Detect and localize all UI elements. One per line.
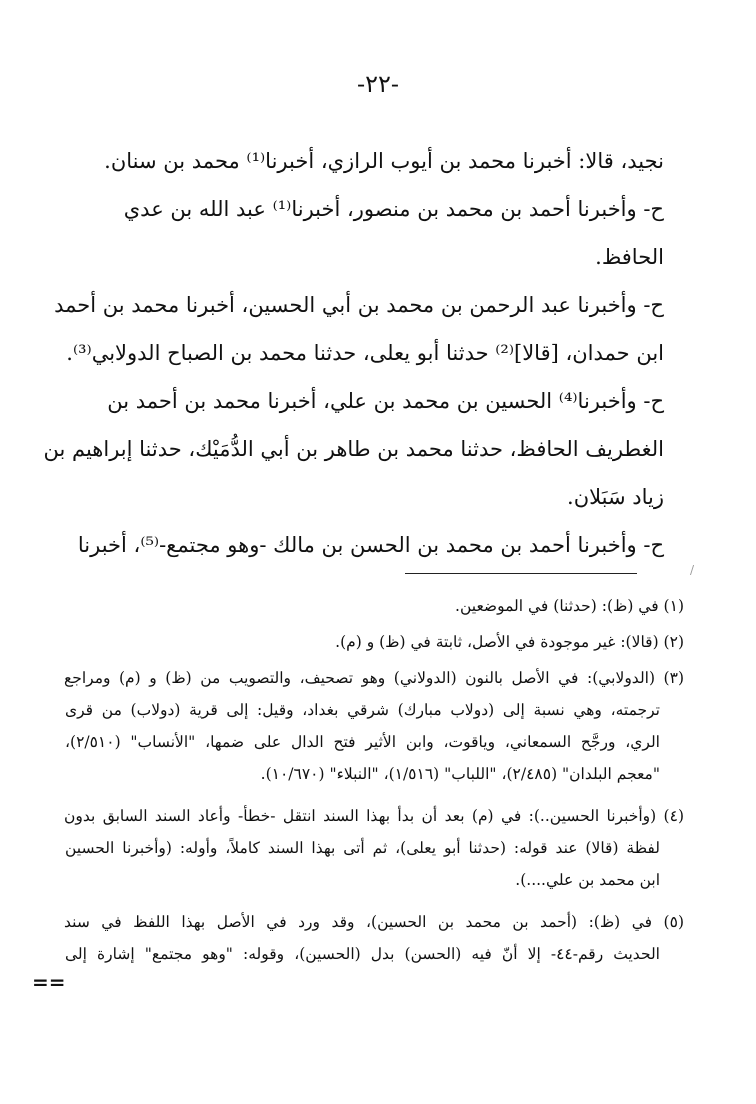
body-line-3: الحافظ.	[595, 245, 664, 269]
body-line-1: نجيد، قالا: أخبرنا محمد بن أيوب الرازي، أخبرنا⁽¹⁾ محمد بن سنان.	[104, 149, 664, 173]
footnote-separator	[405, 573, 637, 574]
page-number: -٢٢-	[357, 70, 399, 98]
footnote-3-line-1: (٣) (الدولابي): في الأصل بالنون (الدولاني) وهو تصحيف، والتصويب من (ظ) و (م) ومراجع	[64, 669, 684, 687]
footnote-1: (١) في (ظ): (حدثنا) في الموضعين.	[455, 597, 684, 615]
footnote-4-line-3: ابن محمد بن علي....).	[515, 871, 660, 889]
body-line-8: زياد سَبَلان.	[567, 485, 664, 509]
footnote-3-line-2: ترجمته، وهي نسبة إلى (دولاب مبارك) شرقي بغداد، وقيل: إلى قرية (دولاب) من قرى	[65, 701, 660, 719]
footnote-3-line-4: "معجم البلدان" (٢/٤٨٥)، "اللباب" (١/٥١٦)، "النبلاء" (١٠/٦٧٠).	[260, 765, 660, 783]
margin-mark: /	[690, 563, 695, 577]
body-line-5: ابن حمدان، [قالا]⁽²⁾ حدثنا أبو يعلى، حدثنا محمد بن الصباح الدولابي⁽³⁾.	[66, 341, 664, 365]
continuation-mark: ==	[32, 970, 66, 994]
footnote-5-line-2: الحديث رقم-٤٤- إلا أنّ فيه (الحسن) بدل (الحسين)، وقوله: "وهو مجتمع" إشارة إلى	[65, 945, 660, 963]
footnote-5-line-1: (٥) في (ظ): (أحمد بن محمد بن الحسين)، وقد ورد في الأصل بهذا اللفظ في سند	[64, 913, 684, 931]
footnote-2: (٢) (قالا): غير موجودة في الأصل، ثابتة في (ظ) و (م).	[335, 633, 684, 651]
footnote-4-line-2: لفظة (قالا) عند قوله: (حدثنا أبو يعلى)، ثم أتى بهذا السند كاملاً، وأوله: (وأخبرنا الحسين	[65, 839, 660, 857]
body-line-2: ح- وأخبرنا أحمد بن محمد بن منصور، أخبرنا⁽¹⁾ عبد الله بن عدي	[123, 197, 664, 221]
footnote-4-line-1: (٤) (وأخبرنا الحسين..): في (م) بعد أن بدأ بهذا السند انتقل -خطأ- وأعاد السند السابق بدون	[64, 807, 684, 825]
body-line-4: ح- وأخبرنا عبد الرحمن بن محمد بن أبي الحسين، أخبرنا محمد بن أحمد	[54, 293, 664, 317]
body-line-6: ح- وأخبرنا⁽⁴⁾ الحسين بن محمد بن علي، أخبرنا محمد بن أحمد بن	[107, 389, 664, 413]
body-line-7: الغطريف الحافظ، حدثنا محمد بن طاهر بن أبي الدُّمَيْك، حدثنا إبراهيم بن	[43, 437, 664, 461]
body-line-9: ح- وأخبرنا أحمد بن محمد بن الحسن بن مالك -وهو مجتمع-⁽⁵⁾، أخبرنا	[77, 533, 664, 557]
footnote-3-line-3: الري، ورجَّح السمعاني، وياقوت، وابن الأثير فتح الدال على ضمها، "الأنساب" (٢/٥١٠)،	[65, 733, 660, 751]
